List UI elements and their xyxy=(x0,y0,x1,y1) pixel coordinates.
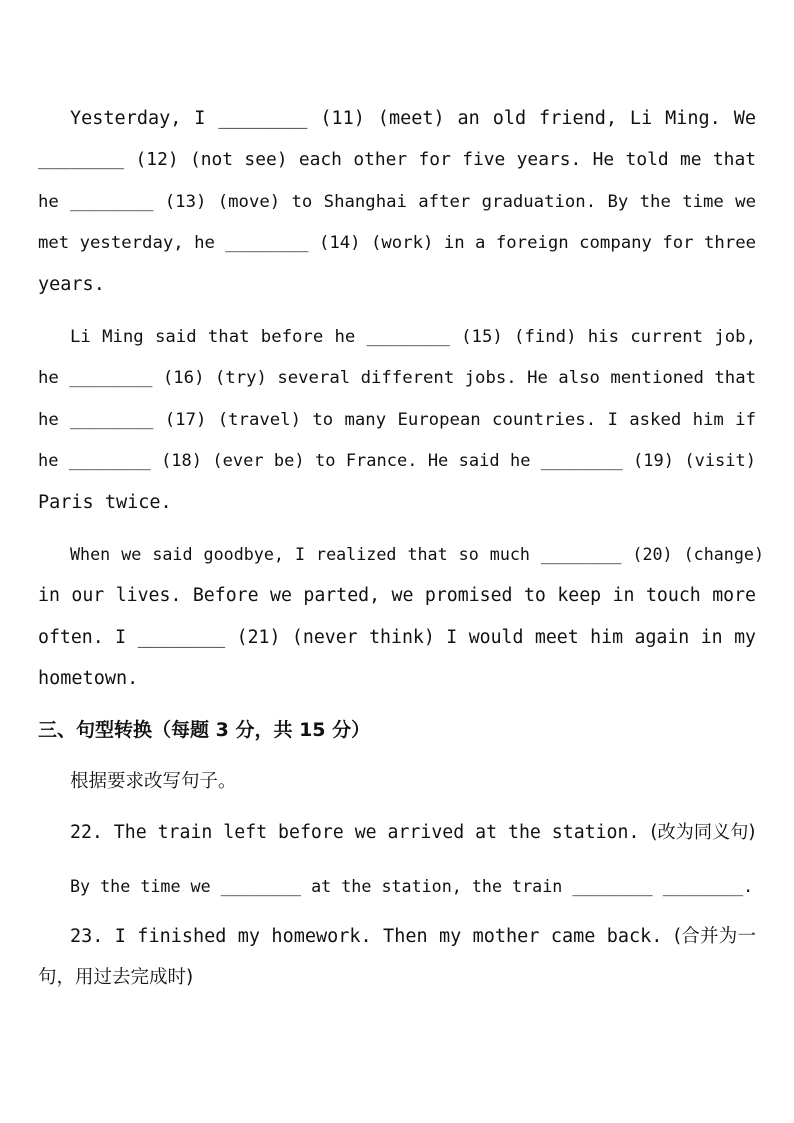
question-23-hint-continued: 句，用过去完成时) xyxy=(38,967,194,988)
passage-line: he ________ (17) (travel) to many European countries. I asked him if xyxy=(38,410,756,430)
passage-line: ________ (12) (not see) each other for five years. He told me that xyxy=(38,149,756,170)
question-23-sentence: 23. I finished my homework. Then my mother came back. xyxy=(70,926,663,947)
passage-line: he ________ (18) (ever be) to France. He said he ________ (19) (visit) xyxy=(38,451,756,471)
passage-line: years. xyxy=(38,274,105,295)
passage-line: in our lives. Before we parted, we promised to keep in touch more xyxy=(38,585,756,606)
passage-line: Yesterday, I ________ (11) (meet) an old friend, Li Ming. We xyxy=(70,108,756,129)
passage-line: hometown. xyxy=(38,668,139,689)
section-instruction: 根据要求改写句子。 xyxy=(70,771,237,792)
question-22-hint: (改为同义句) xyxy=(650,822,756,843)
passage-line: met yesterday, he ________ (14) (work) in a foreign company for three xyxy=(38,233,756,253)
passage-line: often. I ________ (21) (never think) I would meet him again in my xyxy=(38,627,756,648)
passage-line: Paris twice. xyxy=(38,492,172,513)
question-23 xyxy=(70,925,756,949)
section-heading: 三、句型转换（每题 3 分，共 15 分） xyxy=(38,719,371,741)
passage-line: he ________ (13) (move) to Shanghai after graduation. By the time we xyxy=(38,192,756,212)
question-22-sentence: 22. The train left before we arrived at the station. xyxy=(70,822,640,843)
passage-line: Li Ming said that before he ________ (15) (find) his current job, xyxy=(70,327,756,347)
question-22 xyxy=(70,821,754,845)
question-23-hint: (合并为一 xyxy=(673,926,757,947)
passage-line: he ________ (16) (try) several different jobs. He also mentioned that xyxy=(38,368,756,388)
question-22-answer-line: By the time we ________ at the station, the train ________ ________. xyxy=(70,876,754,896)
passage-line: When we said goodbye, I realized that so much ________ (20) (change) xyxy=(70,544,764,564)
